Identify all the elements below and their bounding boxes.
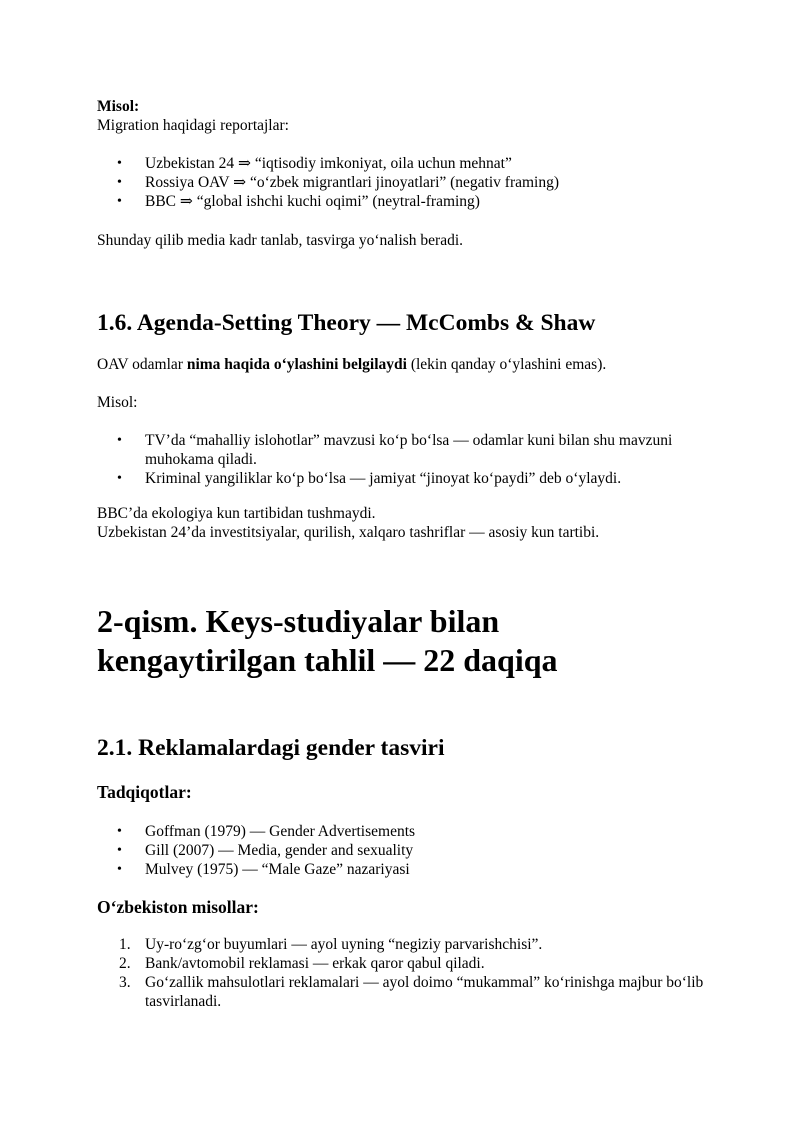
- list-item: 3. Goʻzallik mahsulotlari reklamalari — ayol doimo “mukammal” koʻrinishga majbur boʻlib tasvirlanadi.: [119, 974, 704, 1010]
- examples-list: [0, 935, 800, 1011]
- bullet-icon: •: [117, 433, 122, 448]
- section-heading-1-6: 1.6. Agenda-Setting Theory — McCombs & Shaw: [97, 310, 596, 336]
- research-list: [0, 822, 800, 879]
- framing-list: [0, 154, 800, 211]
- research-heading: Tadqiqotlar:: [97, 782, 192, 802]
- bullet-icon: •: [117, 824, 122, 839]
- list-item: 1. Uy-roʻzgʻor buyumlari — ayol uyning “negiziy parvarishchisi”.: [119, 936, 543, 953]
- list-item: • Mulvey (1975) — “Male Gaze” nazariyasi: [117, 861, 410, 878]
- bullet-icon: •: [117, 194, 122, 209]
- bullet-icon: •: [117, 175, 122, 190]
- examples-heading: Oʻzbekiston misollar:: [97, 897, 259, 917]
- list-item: • Kriminal yangiliklar koʻp boʻlsa — jamiyat “jinoyat koʻpaydi” deb oʻylaydi.: [117, 470, 622, 487]
- list-item: • Uzbekistan 24 ⇒ “iqtisodiy imkoniyat, oila uchun mehnat”: [117, 155, 512, 172]
- list-item: 2. Bank/avtomobil reklamasi — erkak qaror qabul qiladi.: [119, 955, 485, 972]
- list-item: • TV’da “mahalliy islohotlar” mavzusi koʻp boʻlsa — odamlar kuni bilan shu mavzuni muhokama qiladi.: [117, 432, 673, 468]
- example-label: Misol:: [97, 98, 140, 115]
- list-item: • Rossiya OAV ⇒ “oʻzbek migrantlari jinoyatlari” (negativ framing): [117, 174, 560, 191]
- agenda-list: [0, 431, 800, 488]
- part-heading: 2-qism. Keys-studiyalar bilan kengaytirilgan tahlil — 22 daqiqa: [97, 603, 558, 678]
- list-item: • Goffman (1979) — Gender Advertisements: [117, 823, 416, 840]
- list-item: • Gill (2007) — Media, gender and sexuality: [117, 842, 414, 859]
- example-intro: Migration haqidagi reportajlar:: [97, 117, 289, 134]
- bullet-icon: •: [117, 862, 122, 877]
- agenda-setting-definition: OAV odamlar nima haqida oʻylashini belgilaydi (lekin qanday oʻylashini emas).: [97, 356, 607, 373]
- bullet-icon: •: [117, 471, 122, 486]
- definition-emphasis: nima haqida oʻylashini belgilaydi: [186, 356, 407, 373]
- framing-conclusion: Shunday qilib media kadr tanlab, tasvirga yoʻnalish beradi.: [97, 232, 464, 249]
- bullet-icon: •: [117, 156, 122, 171]
- agenda-note-uz24: Uzbekistan 24’da investitsiyalar, qurilish, xalqaro tashriflar — asosiy kun tartibi.: [97, 524, 600, 541]
- section-heading-2-1: 2.1. Reklamalardagi gender tasviri: [97, 735, 445, 761]
- bullet-icon: •: [117, 843, 122, 858]
- example-label: Misol:: [97, 394, 138, 411]
- list-item: • BBC ⇒ “global ishchi kuchi oqimi” (neytral-framing): [117, 193, 480, 210]
- agenda-note-bbc: BBC’da ekologiya kun tartibidan tushmaydi.: [97, 505, 376, 522]
